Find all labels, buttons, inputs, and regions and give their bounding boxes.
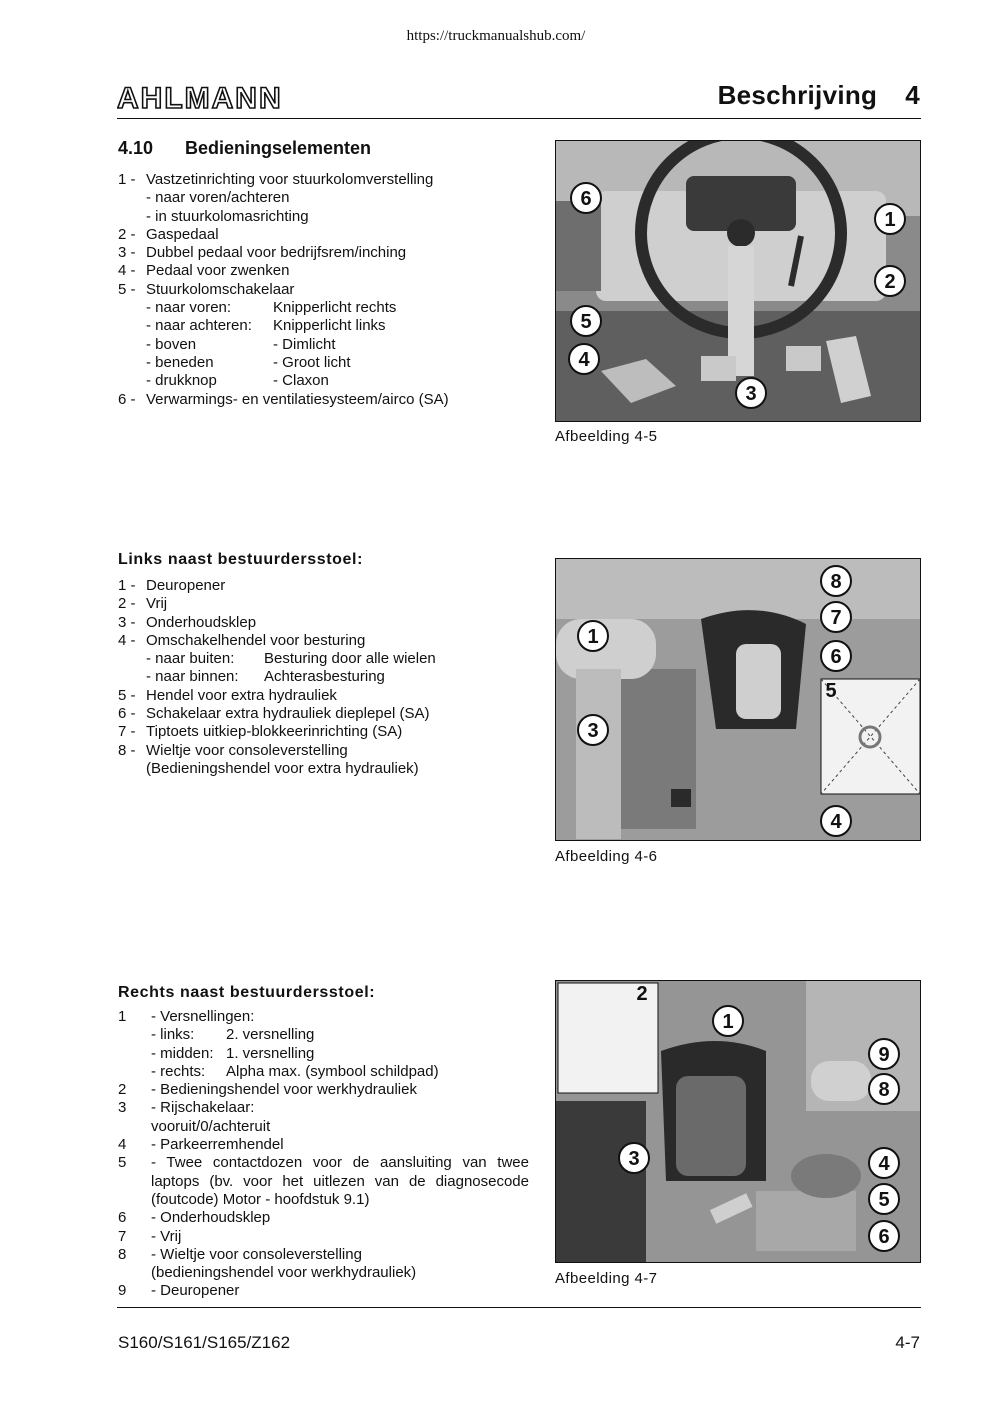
item-sub-label: - drukknop bbox=[146, 372, 217, 390]
item-text: Gaspedaal bbox=[146, 225, 219, 243]
callout-3 bbox=[578, 715, 608, 745]
item-sub-label: - links: bbox=[151, 1026, 195, 1044]
svg-text:6: 6 bbox=[878, 1226, 890, 1248]
callout-7 bbox=[821, 602, 851, 632]
item-number: 3 - bbox=[118, 613, 136, 631]
item-text: - Deuropener bbox=[151, 1282, 240, 1300]
item-text: Wieltje voor consoleverstelling bbox=[146, 741, 348, 759]
item-text: - Wieltje voor consoleverstelling bbox=[151, 1245, 362, 1263]
item-sub-value: - Groot licht bbox=[273, 353, 351, 371]
item-number: 5 - bbox=[118, 686, 136, 704]
callout-1 bbox=[713, 1006, 743, 1036]
item-sub-value: Achterasbesturing bbox=[264, 668, 385, 686]
item-text: Pedaal voor zwenken bbox=[146, 262, 290, 280]
svg-text:4: 4 bbox=[878, 1153, 890, 1175]
callout-2 bbox=[636, 983, 647, 1005]
item-sub-label: - midden: bbox=[151, 1044, 214, 1062]
callout-6 bbox=[821, 641, 851, 671]
svg-text:3: 3 bbox=[745, 383, 757, 405]
item-number: 2 - bbox=[118, 595, 136, 613]
item-sub-label: - naar voren/achteren bbox=[146, 189, 290, 207]
callout-6 bbox=[571, 183, 601, 213]
callout-4 bbox=[569, 344, 599, 374]
item-number: 4 - bbox=[118, 262, 136, 280]
item-sub-value: Besturing door alle wielen bbox=[264, 650, 436, 668]
links-heading: Links naast bestuurdersstoel: bbox=[118, 551, 364, 568]
item-text: - Bedieningshendel voor werkhydrauliek bbox=[151, 1081, 417, 1099]
figure-4-7-caption: Afbeelding 4-7 bbox=[555, 1270, 658, 1287]
figure-4-6-caption: Afbeelding 4-6 bbox=[555, 848, 658, 865]
svg-text:8: 8 bbox=[878, 1079, 890, 1101]
item-text: - Parkeerremhendel bbox=[151, 1136, 284, 1154]
item-text: Vastzetinrichting voor stuurkolomverstelling bbox=[146, 171, 434, 188]
item-number: 1 bbox=[118, 1008, 127, 1025]
footer-models: S160/S161/S165/Z162 bbox=[118, 1333, 291, 1352]
callout-4 bbox=[869, 1148, 899, 1178]
item-sub-label: - boven bbox=[146, 335, 197, 353]
item-text: Deuropener bbox=[146, 577, 226, 594]
footer-rule bbox=[117, 1307, 921, 1308]
callout-5 bbox=[869, 1184, 899, 1214]
item-sub-label: - naar voren: bbox=[146, 299, 232, 317]
callout-8 bbox=[821, 566, 851, 596]
logo-wordmark: AHLMANN bbox=[117, 82, 283, 112]
svg-text:1: 1 bbox=[884, 209, 896, 231]
svg-text:2: 2 bbox=[884, 271, 896, 293]
figure-4-5 bbox=[555, 140, 921, 422]
item-text: Hendel voor extra hydrauliek bbox=[146, 686, 337, 704]
item-text: Omschakelhendel voor besturing bbox=[146, 631, 366, 649]
item-sub-label: - in stuurkolomasrichting bbox=[146, 207, 309, 225]
item-sub-label: - naar binnen: bbox=[146, 668, 239, 686]
svg-text:3: 3 bbox=[628, 1148, 640, 1170]
figure-4-6 bbox=[555, 558, 921, 841]
svg-text:2: 2 bbox=[636, 983, 648, 1005]
item-number: 5 bbox=[118, 1154, 127, 1172]
svg-text:3: 3 bbox=[587, 720, 599, 742]
item-number: 2 - bbox=[118, 225, 136, 243]
callout-4 bbox=[821, 806, 851, 836]
item-text: - Vrij bbox=[151, 1227, 182, 1245]
item-number: 6 - bbox=[118, 705, 136, 723]
item-sub-value: - Dimlicht bbox=[273, 335, 336, 353]
item-sub-label: - rechts: bbox=[151, 1062, 206, 1080]
item-number: 2 bbox=[118, 1081, 127, 1099]
callout-9 bbox=[869, 1039, 899, 1069]
item-text: Tiptoets uitkiep-blokkeerinrichting (SA) bbox=[146, 723, 403, 741]
item-sub-label: - naar buiten: bbox=[146, 650, 235, 668]
svg-text:1: 1 bbox=[587, 626, 599, 648]
item-number: 3 - bbox=[118, 244, 136, 262]
item-text: - Twee contactdozen voor de aansluiting van twee bbox=[151, 1154, 529, 1172]
item-text: Schakelaar extra hydrauliek dieplepel (SA) bbox=[146, 705, 430, 723]
item-number: 6 - bbox=[118, 390, 136, 408]
dashboard-photo bbox=[556, 141, 920, 421]
svg-text:9: 9 bbox=[878, 1044, 890, 1066]
item-text: Onderhoudsklep bbox=[146, 613, 257, 631]
callout-8 bbox=[869, 1074, 899, 1104]
left-console-photo bbox=[556, 559, 920, 840]
item-number: 4 - bbox=[118, 631, 136, 649]
svg-text:1: 1 bbox=[722, 1011, 734, 1033]
item-text: - Versnellingen: bbox=[151, 1008, 255, 1025]
item-sub-label: - beneden bbox=[146, 353, 214, 371]
item-sub-value: Knipperlicht links bbox=[273, 317, 386, 335]
section-title-text: Bedieningselementen bbox=[185, 138, 372, 158]
item-continuation: laptops (bv. voor het uitlezen van de diagnosecode bbox=[151, 1172, 529, 1190]
svg-text:8: 8 bbox=[830, 571, 842, 593]
source-url: https://truckmanualshub.com/ bbox=[406, 28, 586, 44]
chapter-title: Beschrijving bbox=[717, 80, 878, 110]
callout-5 bbox=[571, 306, 601, 336]
ahlmann-logo-icon bbox=[117, 82, 327, 112]
item-number: 7 bbox=[118, 1227, 127, 1245]
callout-6 bbox=[869, 1221, 899, 1251]
item-number: 6 bbox=[118, 1209, 127, 1227]
item-continuation: (foutcode) Motor - hoofdstuk 9.1) bbox=[151, 1190, 370, 1208]
brand-logo bbox=[117, 82, 327, 117]
right-console-photo bbox=[556, 981, 920, 1262]
header-rule bbox=[117, 118, 921, 119]
callout-1 bbox=[875, 204, 905, 234]
svg-text:6: 6 bbox=[580, 188, 592, 210]
item-sub-label: - naar achteren: bbox=[146, 317, 252, 335]
callout-5 bbox=[825, 680, 836, 702]
item-continuation: (Bedieningshendel voor extra hydrauliek) bbox=[146, 759, 419, 777]
item-sub-value: Alpha max. (symbool schildpad) bbox=[226, 1062, 439, 1080]
callout-1 bbox=[578, 621, 608, 651]
svg-text:5: 5 bbox=[580, 311, 592, 333]
figure-4-5-caption: Afbeelding 4-5 bbox=[555, 428, 658, 445]
svg-text:7: 7 bbox=[830, 607, 842, 629]
item-number: 1 - bbox=[118, 577, 136, 594]
callout-2 bbox=[875, 266, 905, 296]
item-sub-value: 2. versnelling bbox=[226, 1026, 315, 1044]
item-text: Vrij bbox=[146, 595, 168, 613]
item-number: 8 bbox=[118, 1245, 127, 1263]
chapter-heading bbox=[718, 80, 920, 111]
item-number: 3 bbox=[118, 1099, 127, 1117]
section-title bbox=[118, 138, 371, 159]
item-sub-value: Knipperlicht rechts bbox=[273, 299, 397, 317]
section-number: 4.10 bbox=[118, 138, 154, 158]
footer-page-number: 4-7 bbox=[895, 1333, 920, 1352]
svg-text:5: 5 bbox=[825, 680, 837, 702]
chapter-number: 4 bbox=[905, 80, 920, 110]
svg-text:6: 6 bbox=[830, 646, 842, 668]
item-text: Dubbel pedaal voor bedrijfsrem/inching bbox=[146, 244, 407, 262]
item-sub-value: 1. versnelling bbox=[226, 1044, 315, 1062]
item-sub-value: - Claxon bbox=[273, 372, 329, 390]
svg-text:4: 4 bbox=[578, 349, 590, 371]
item-text: - Rijschakelaar: bbox=[151, 1099, 255, 1117]
figure-4-7 bbox=[555, 980, 921, 1263]
item-text: Stuurkolomschakelaar bbox=[146, 280, 295, 298]
item-number: 1 - bbox=[118, 171, 136, 188]
item-continuation: vooruit/0/achteruit bbox=[151, 1117, 271, 1135]
svg-text:4: 4 bbox=[830, 811, 842, 833]
rechts-heading: Rechts naast bestuurdersstoel: bbox=[118, 984, 376, 1001]
item-text: Verwarmings- en ventilatiesysteem/airco (SA) bbox=[146, 390, 449, 408]
item-number: 7 - bbox=[118, 723, 136, 741]
item-number: 5 - bbox=[118, 280, 136, 298]
callout-3 bbox=[736, 378, 766, 408]
svg-text:5: 5 bbox=[878, 1189, 890, 1211]
item-number: 8 - bbox=[118, 741, 136, 759]
item-text: - Onderhoudsklep bbox=[151, 1209, 271, 1227]
item-continuation: (bedieningshendel voor werkhydrauliek) bbox=[151, 1264, 417, 1282]
item-number: 9 bbox=[118, 1282, 127, 1300]
item-number: 4 bbox=[118, 1136, 127, 1154]
callout-3 bbox=[619, 1143, 649, 1173]
